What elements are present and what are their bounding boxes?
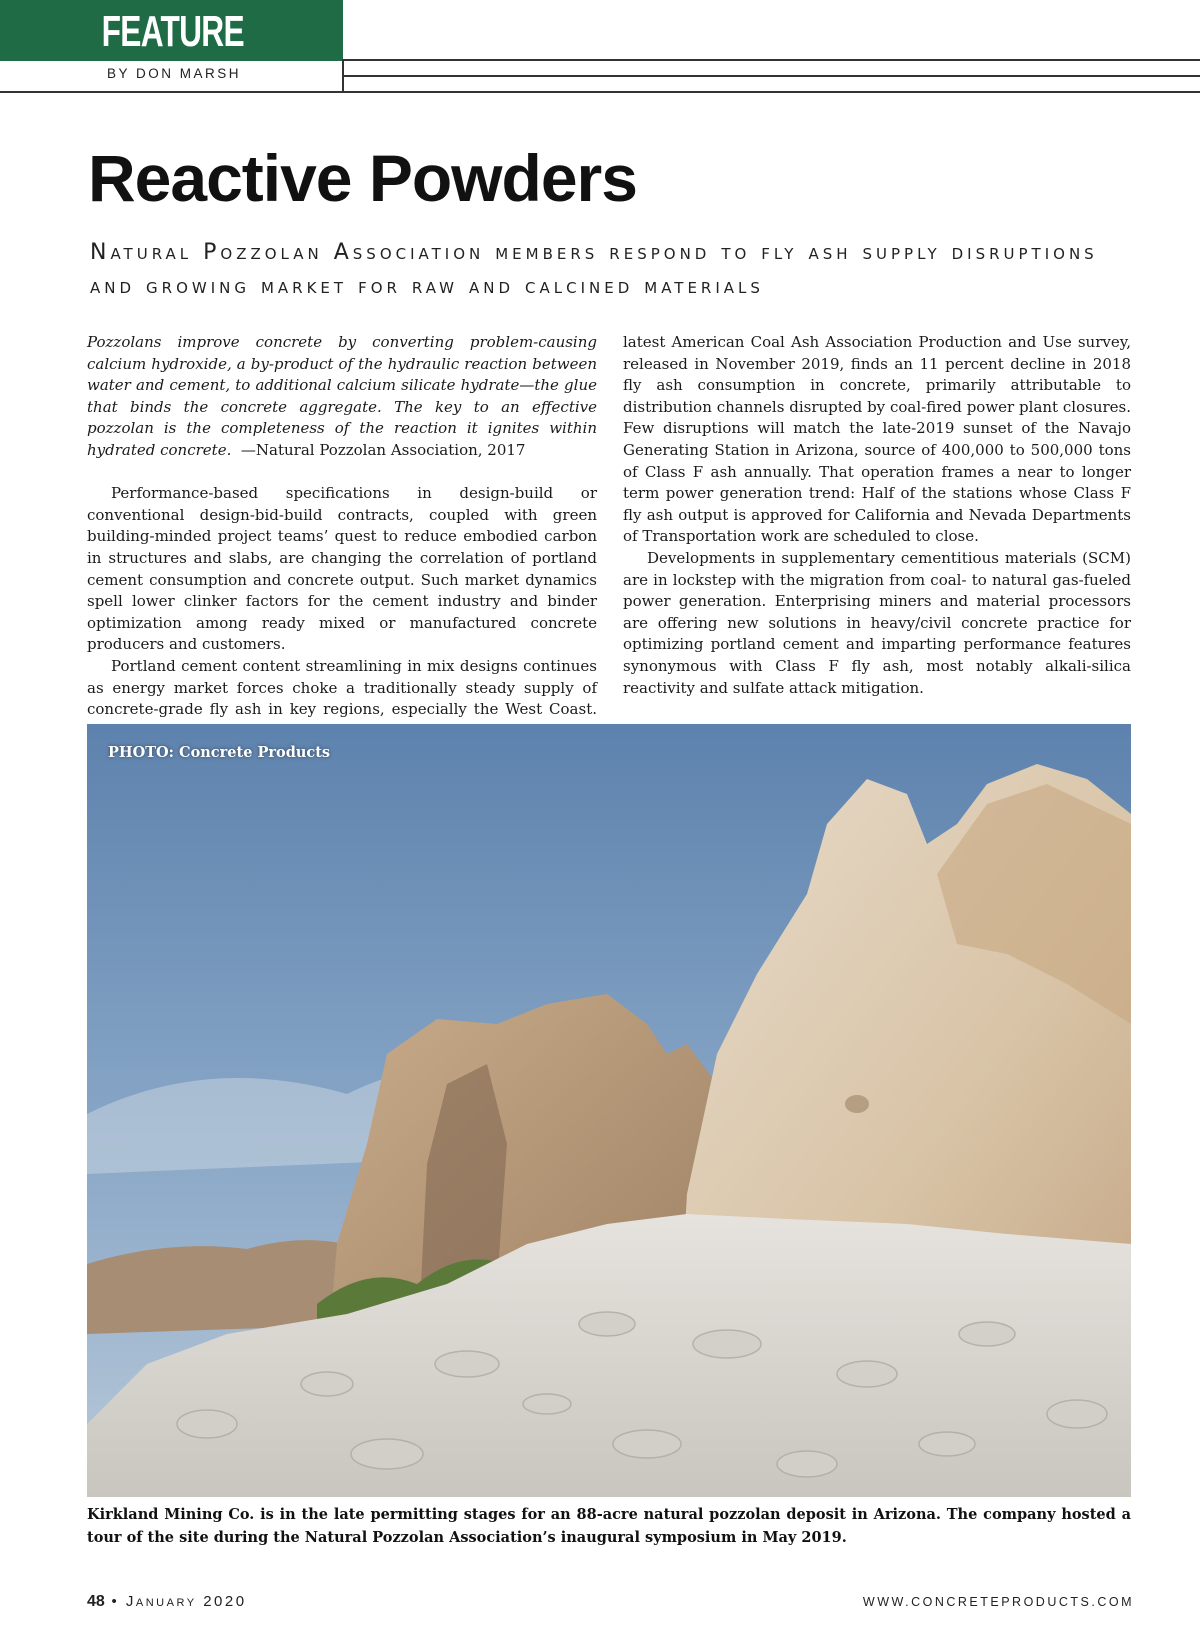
article-title: Reactive Powders <box>88 141 637 215</box>
photo-caption: Kirkland Mining Co. is in the late permitting stages for an 88-acre natural pozzolan deposit in Arizona. The company hosted a tour of the site during the Natural Pozzolan Association’s inaugural symposium in May 2019. <box>87 1506 1131 1546</box>
photo-credit: PHOTO: Concrete Products <box>108 744 331 761</box>
body-paragraph: Portland cement content streamlining in mix designs continues as energy market forces choke a traditionally steady supply of concrete-grade fly ash in key regions, especially the West Coast. <box>87 656 597 719</box>
body-paragraph: Developments in supplementary cementitious materials (SCM) are in lockstep with the migration from coal- to natural gas-fueled power generation. Enterprising miners and material processors are offering new solutions in heavy/civil concrete practice for optimizing portland cement and imparting performance features synonymous with Class F fly ash, most notably alkali-silica reactivity and sulfate attack mitigation. <box>623 548 1131 697</box>
footer-separator: • <box>111 1593 120 1610</box>
article-subtitle: Natural Pozzolan Association members respond to fly ash supply disruptions and growing market for raw and calcined materials <box>90 240 1098 299</box>
epigraph <box>87 332 597 462</box>
header-rule-middle <box>343 75 1200 77</box>
text-column-right <box>623 332 1131 699</box>
epigraph-quote: Pozzolans improve concrete by converting problem-causing calcium hydroxide, a by-product of the hydraulic reaction between water and cement, to additional calcium silicate hydrate—the glue that binds the concrete aggregate. The key to an effective pozzolan is the completeness of the reaction it ignites within hydrated concrete. <box>87 333 597 459</box>
page-number: 48 <box>87 1593 105 1610</box>
epigraph-attribution: —Natural Pozzolan Association, 2017 <box>240 440 526 459</box>
section-tag <box>0 0 343 61</box>
issue-date: January 2020 <box>125 1593 247 1610</box>
website-url[interactable]: WWW.CONCRETEPRODUCTS.COM <box>862 1595 1134 1609</box>
byline: BY DON MARSH <box>107 66 242 81</box>
header-rule-top <box>343 59 1200 61</box>
paragraph-gap <box>87 462 597 484</box>
body-paragraph: latest American Coal Ash Association Production and Use survey, released in November 2019, finds an 11 percent decline in 2018 fly ash consumption in concrete, primarily attributable to distribution channels disrupted by coal-fired power plant closures. Few disruptions will match the late-2019 sunset of the Navajo Generating Station in Arizona, source of 400,000 to 500,000 tons of Class F ash annually. That operation frames a near to longer term power generation trend: Half of the stations whose Class F fly ash output is approved for California and Nevada Departments of Transportation work are scheduled to close. <box>623 333 1131 546</box>
section-label: FEATURE <box>101 7 244 56</box>
page-footer <box>87 1593 247 1611</box>
rock-outcrop-photo <box>87 724 1131 1497</box>
text-column-left <box>87 332 597 742</box>
rock-hole <box>845 1095 869 1113</box>
header-rule-bottom <box>0 91 1200 93</box>
feature-photo <box>87 724 1131 1497</box>
body-paragraph: Performance-based specifications in design-build or conventional design-bid-build contracts, coupled with green building-minded project teams’ quest to reduce embodied carbon in structures and slabs, are changing the correlation of portland cement consumption and concrete output. Such market dynamics spell lower clinker factors for the cement industry and binder optimization among ready mixed or manufactured concrete producers and customers. <box>87 484 597 654</box>
header-rule-vertical <box>342 59 344 92</box>
